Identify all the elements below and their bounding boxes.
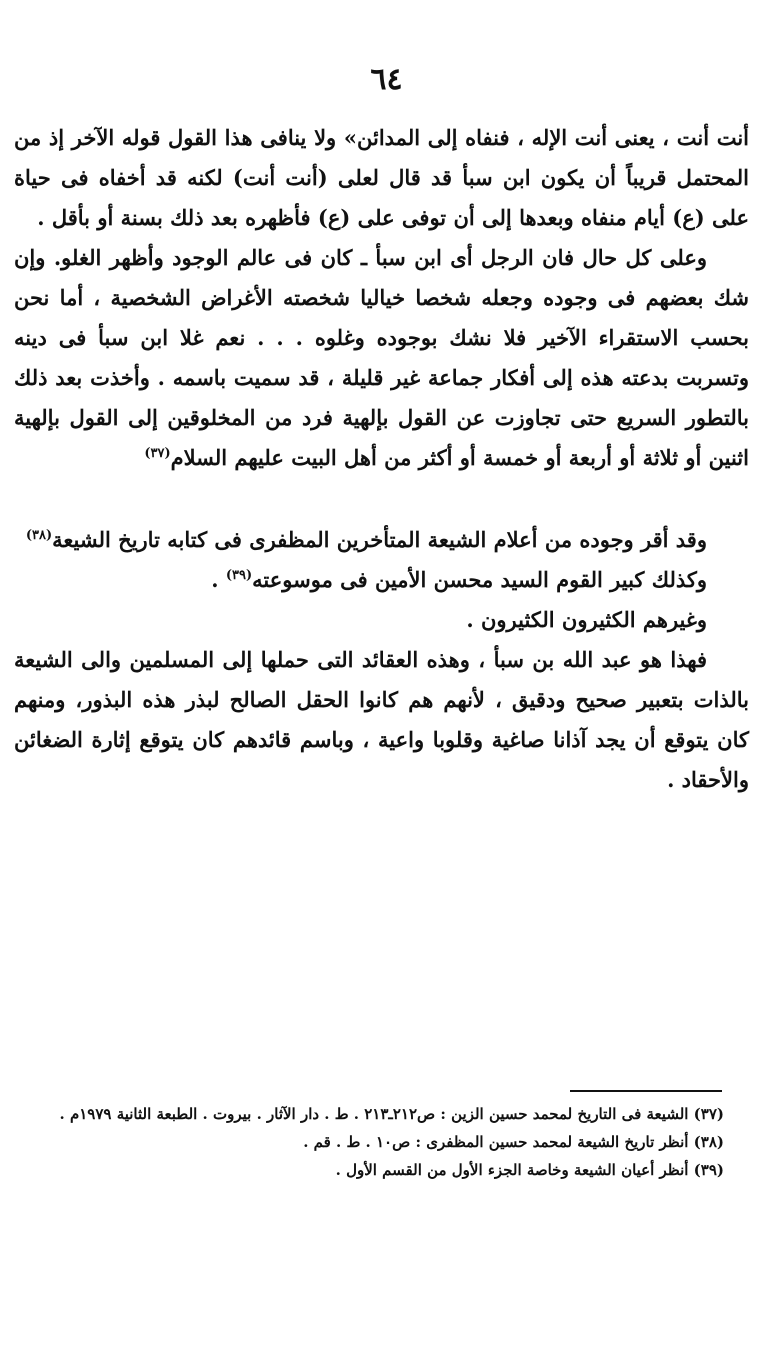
paragraph-6 [14, 640, 749, 800]
footnote-ref-37: (٣٧) [144, 446, 171, 461]
footnote-separator [570, 1090, 722, 1092]
page-number: ٦٤ [370, 62, 403, 97]
paragraph-3-text: وقد أقر وجوده من أعلام الشيعة المتأخرين المظفرى فى كتابه تاريخ الشيعة [52, 527, 707, 552]
paragraph-6-text: فهذا هو عبد الله بن سبأ ، وهذه العقائد التى حملها إلى المسلمين والى الشيعة بالذات بتعبير صحيح ودقيق ، لأنهم هم كانوا الحقل الصالح لبذر هذه البذور، ومنهم كان يتوقع أن يجد آذانا صاغية وقلوبا واعية ، وباسم قائدهم كان يتوقع إثارة الضغائن والأحقاد . [14, 647, 750, 792]
footnote-38: (٣٨) أنظر تاريخ الشيعة لمحمد حسين المظفرى : ص١٠ . ط . قم . [303, 1133, 724, 1151]
paragraph-2-text: وعلى كل حال فان الرجل أى ابن سبأ ـ كان فى عالم الوجود وأظهر الغلو. وإن شك بعضهم فى وجوده وجعله شخصا خياليا شخصته الأغراض الشخصية ، أما نحن بحسب الاستقراء الآخير فلا نشك بوجوده وغلوه . . . نعم غلا ابن سبأ فى دينه وتسربت بدعته هذه إلى أفكار جماعة غير قليلة ، قد سميت باسمه . وأخذت بعد ذلك بالتطور السريع حتى تجاوزت عن القول بإلهية فرد من المخلوقين إلى القول بإلهية اثنين أو ثلاثة أو أربعة أو خمسة أو أكثر من أهل البيت عليهم السلام [14, 245, 749, 470]
paragraph-4 [14, 560, 749, 600]
body-text [14, 118, 749, 800]
footnote-ref-39: (٣٩) [225, 568, 253, 583]
footnotes [30, 1100, 752, 1184]
paragraph-5-text: وغيرهم الكثيرون الكثيرون . [466, 607, 707, 632]
paragraph-2 [14, 238, 749, 478]
footnote-37: (٣٧) الشيعة فى التاريخ لمحمد حسين الزين : ص٢١٢ـ٢١٣ . ط . دار الآثار . بيروت . الطبعة الثانية ١٩٧٩م . [59, 1105, 724, 1123]
paragraph-3 [14, 520, 749, 560]
paragraph-1 [14, 118, 749, 238]
paragraph-4-tail: . [211, 567, 226, 592]
paragraph-5 [14, 600, 749, 640]
paragraph-1-text: أنت أنت ، يعنى أنت الإله ، فنفاه إلى المدائن» ولا ينافى هذا القول قوله الآخر إذ من المحتمل قريباً أن يكون ابن سبأ قد قال لعلى (أنت أنت) لكنه قد أخفاه فى حياة على (ع) أيام منفاه وبعدها إلى أن توفى على (ع) فأظهره بعد ذلك بسنة أو بأقل . [14, 125, 749, 230]
footnote-ref-38: (٣٨) [25, 528, 53, 543]
paragraph-4-text: وكذلك كبير القوم السيد محسن الأمين فى موسوعته [252, 567, 707, 592]
footnote-39: (٣٩) أنظر أعيان الشيعة وخاصة الجزء الأول من القسم الأول . [335, 1161, 724, 1179]
